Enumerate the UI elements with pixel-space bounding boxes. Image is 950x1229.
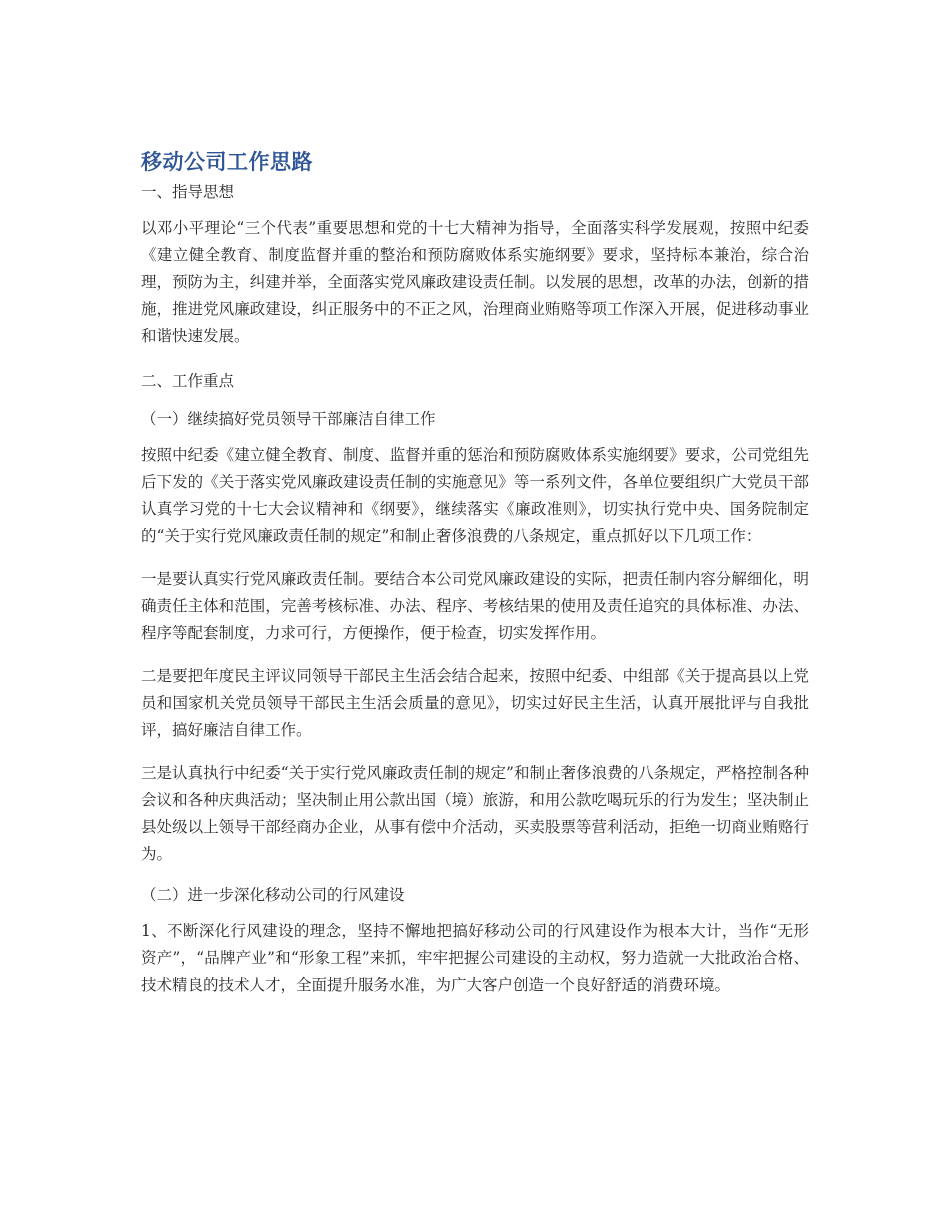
paragraph-item-two: 二是要把年度民主评议同领导干部民主生活会结合起来，按照中纪委、中组部《关于提高县以上党员和国家机关党员领导干部民主生活会质量的意见》，切实过好民主生活，认真开展批评与自我批评，搞好廉洁自律工作。 bbox=[141, 667, 809, 739]
section-heading-work-focus: 二、工作重点 bbox=[141, 372, 235, 390]
paragraph-item-three: 三是认真执行中纪委“关于实行党风廉政责任制的规定”和制止奢侈浪费的八条规定，严格控制各种会议和各种庆典活动；坚决制止用公款出国（境）旅游，和用公款吃喝玩乐的行为发生；坚决制止县处级以上领导干部经商办企业，从事有偿中介活动，买卖股票等营利活动，拒绝一切商业贿赂行为。 bbox=[141, 764, 809, 863]
document-title: 移动公司工作思路 bbox=[141, 150, 313, 174]
section-heading-guiding-ideology: 一、指导思想 bbox=[141, 183, 235, 201]
subsection-heading-industry-style: （二）进一步深化移动公司的行风建设 bbox=[141, 886, 405, 904]
paragraph-guiding-ideology: 以邓小平理论“三个代表”重要思想和党的十七大精神为指导，全面落实科学发展观，按照中纪委《建立健全教育、制度监督并重的整治和预防腐败体系实施纲要》要求，坚持标本兼治，综合治理，预防为主，纠建并举，全面落实党风廉政建设责任制。以发展的思想，改革的办法，创新的措施，推进党风廉政建设，纠正服务中的不正之风，治理商业贿赂等项工作深入开展，促进移动事业和谐快速发展。 bbox=[141, 219, 809, 345]
paragraph-industry-style-item-one: 1、不断深化行风建设的理念，坚持不懈地把搞好移动公司的行风建设作为根本大计，当作“无形资产”，“品牌产业”和“形象工程”来抓，牢牢把握公司建设的主动权，努力造就一大批政治合格、技术精良的技术人才，全面提升服务水准，为广大客户创造一个良好舒适的消费环境。 bbox=[141, 922, 809, 994]
paragraph-self-discipline-intro: 按照中纪委《建立健全教育、制度、监督并重的惩治和预防腐败体系实施纲要》要求，公司党组先后下发的《关于落实党风廉政建设责任制的实施意见》等一系列文件，各单位要组织广大党员干部认真学习党的十七大会议精神和《纲要》，继续落实《廉政准则》，切实执行党中央、国务院制定的“关于实行党风廉政责任制的规定”和制止奢侈浪费的八条规定，重点抓好以下几项工作： bbox=[141, 446, 809, 545]
subsection-heading-self-discipline: （一）继续搞好党员领导干部廉洁自律工作 bbox=[141, 410, 436, 428]
paragraph-item-one: 一是要认真实行党风廉政责任制。要结合本公司党风廉政建设的实际，把责任制内容分解细化，明确责任主体和范围，完善考核标准、办法、程序、考核结果的使用及责任追究的具体标准、办法、程序等配套制度，力求可行，方便操作，便于检查，切实发挥作用。 bbox=[141, 570, 809, 642]
document-page bbox=[141, 147, 809, 999]
